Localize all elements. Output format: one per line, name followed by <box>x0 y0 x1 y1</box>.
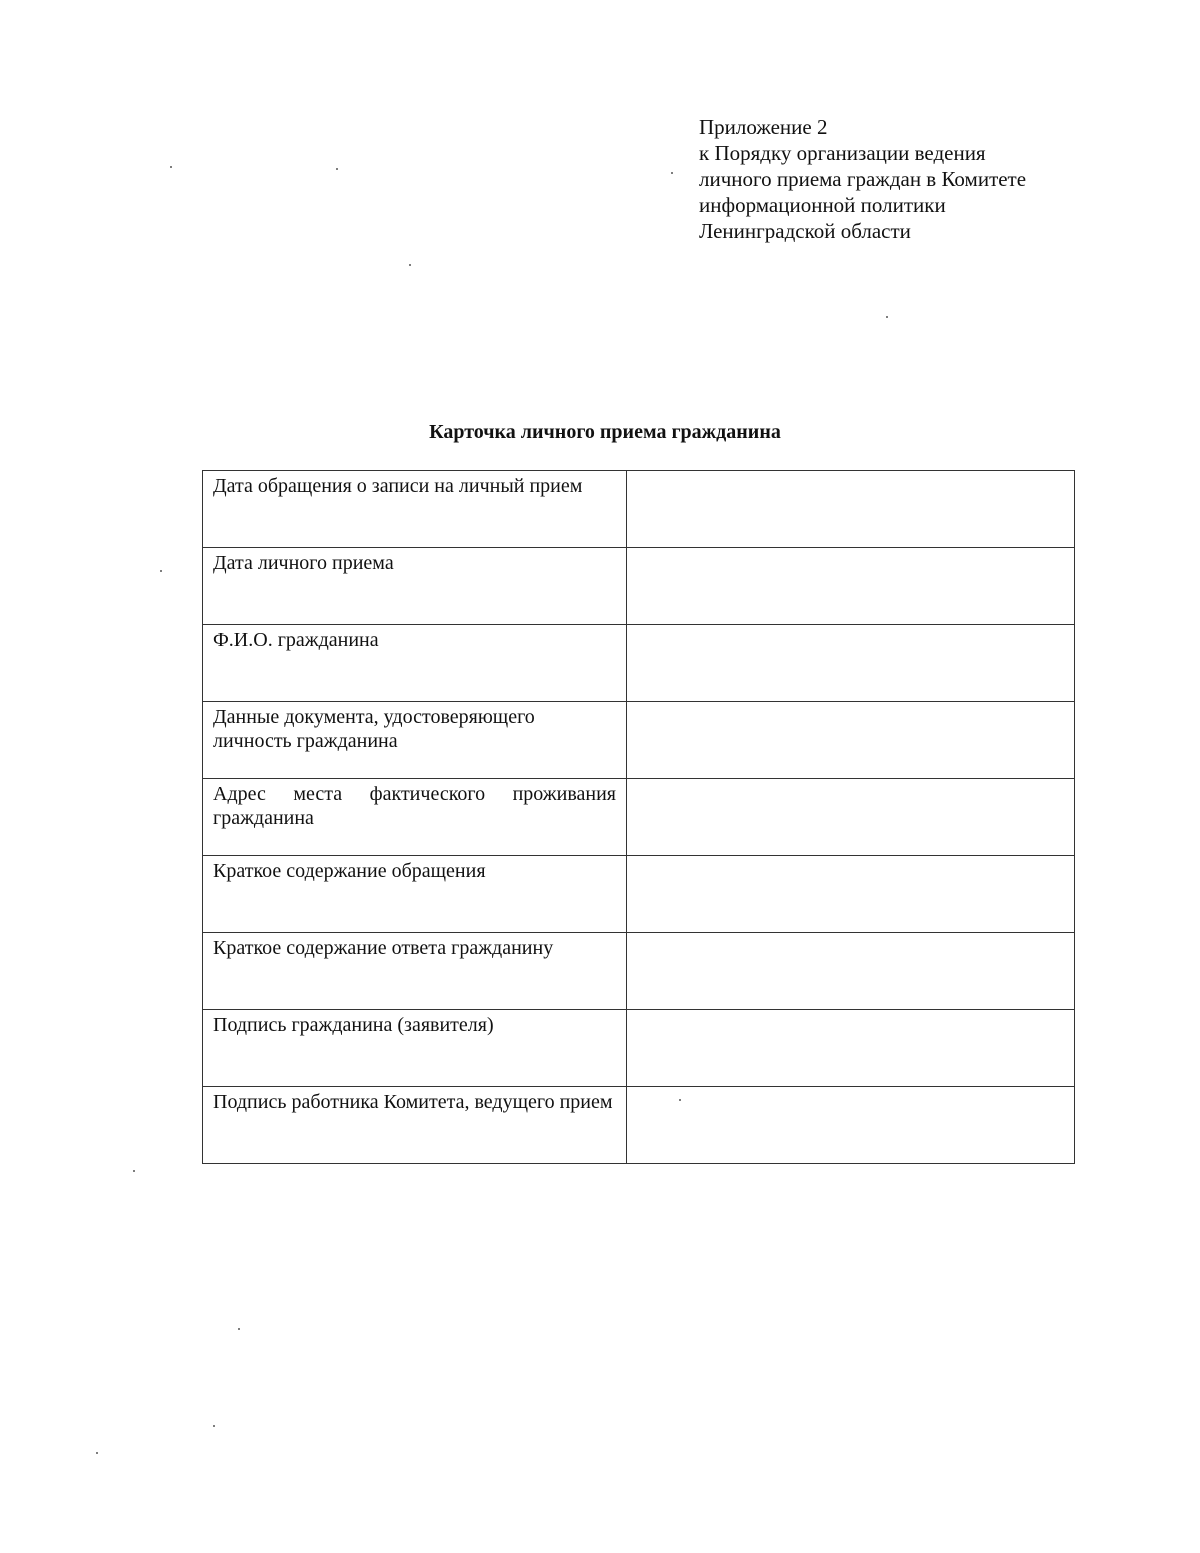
appendix-line: информационной политики <box>699 193 946 217</box>
scan-speck <box>671 172 673 174</box>
row-value-field[interactable] <box>627 702 1075 779</box>
row-value-field[interactable] <box>627 625 1075 702</box>
row-label: Подпись работника Комитета, ведущего прием <box>203 1087 627 1164</box>
row-label: Дата обращения о записи на личный прием <box>203 471 627 548</box>
row-value-field[interactable] <box>627 856 1075 933</box>
scan-speck <box>409 264 411 266</box>
row-label: Краткое содержание обращения <box>203 856 627 933</box>
table-row <box>203 856 1075 933</box>
row-label: Краткое содержание ответа гражданину <box>203 933 627 1010</box>
table-row <box>203 1010 1075 1087</box>
appendix-line: к Порядку организации ведения <box>699 141 986 165</box>
row-value-field[interactable] <box>627 779 1075 856</box>
appendix-line: Ленинградской области <box>699 219 911 243</box>
scan-speck <box>679 1099 681 1101</box>
table-row <box>203 1087 1075 1164</box>
scan-speck <box>213 1425 215 1427</box>
row-value-field[interactable] <box>627 471 1075 548</box>
document-title: Карточка личного приема гражданина <box>429 421 781 443</box>
table-row <box>203 471 1075 548</box>
appendix-line: личного приема граждан в Комитете <box>699 167 1027 191</box>
row-value-field[interactable] <box>627 1087 1075 1164</box>
scan-speck <box>96 1452 98 1454</box>
table-row <box>203 625 1075 702</box>
scan-speck <box>336 168 338 170</box>
scan-speck <box>133 1170 135 1172</box>
table-row <box>203 779 1075 856</box>
table-row <box>203 702 1075 779</box>
row-label: Ф.И.О. гражданина <box>203 625 627 702</box>
scan-speck <box>238 1328 240 1330</box>
row-label: Подпись гражданина (заявителя) <box>203 1010 627 1087</box>
appendix-header <box>699 114 1119 244</box>
scan-speck <box>170 166 172 168</box>
scan-speck <box>886 316 888 318</box>
row-label: Адрес места фактического проживания гражданина <box>203 779 627 856</box>
table-row <box>203 933 1075 1010</box>
appendix-line: Приложение 2 <box>699 115 828 139</box>
reception-card-table <box>202 470 1075 1164</box>
scan-speck <box>160 570 162 572</box>
table-row <box>203 548 1075 625</box>
row-label: Данные документа, удостоверяющего личность гражданина <box>203 702 627 779</box>
row-value-field[interactable] <box>627 548 1075 625</box>
row-label: Дата личного приема <box>203 548 627 625</box>
row-value-field[interactable] <box>627 933 1075 1010</box>
row-value-field[interactable] <box>627 1010 1075 1087</box>
